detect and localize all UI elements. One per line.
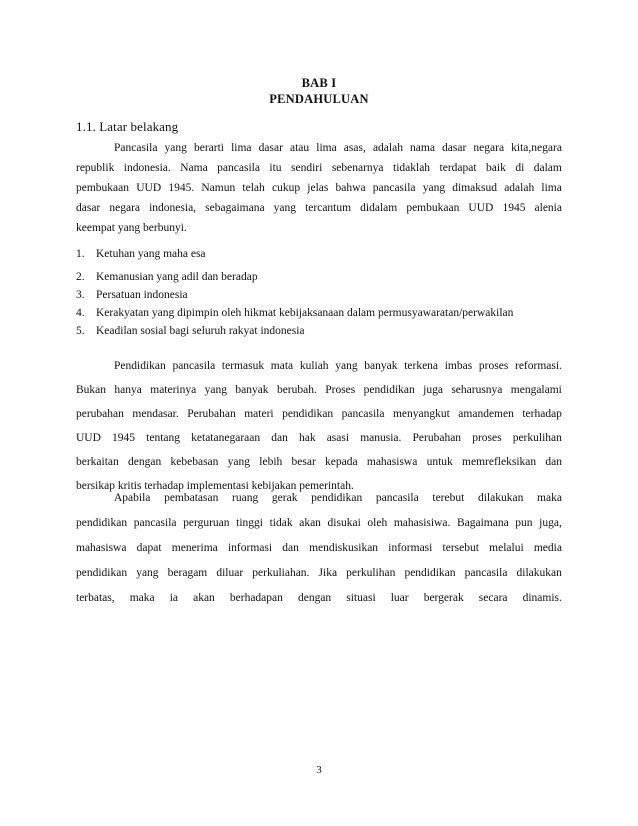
- word: dan: [545, 456, 562, 468]
- chapter-title: PENDAHULUAN: [269, 92, 369, 106]
- list-item: [76, 286, 562, 304]
- paragraph-line: [76, 563, 562, 583]
- word: telah: [242, 182, 265, 194]
- word: oleh: [367, 517, 388, 529]
- word: juga: [423, 384, 443, 396]
- word: kita,negara: [511, 142, 562, 154]
- pancasila-list: [76, 245, 562, 340]
- word: tercantum: [305, 202, 352, 214]
- list-text: Kerakyatan yang dipimpin oleh hikmat kebijaksanaan dalam permusyawaratan/perwakilan: [96, 307, 514, 319]
- word: asas,: [343, 142, 366, 154]
- word: yang: [227, 456, 251, 468]
- word: yang: [273, 202, 296, 214]
- word: itu: [269, 162, 282, 174]
- paragraph-line: keempat yang berbunyi.: [76, 222, 187, 234]
- word: pancasila: [133, 517, 177, 529]
- word: 1945: [112, 432, 136, 444]
- word: tersebut: [442, 542, 479, 554]
- word: ketatanegaraan: [191, 432, 261, 444]
- paragraph-line: [76, 198, 562, 218]
- word: pembatasan: [164, 492, 219, 504]
- paragraph-line: [76, 538, 562, 558]
- paragraph-line: [76, 588, 562, 608]
- word: ruang: [232, 492, 259, 504]
- paragraph-3: [76, 488, 562, 608]
- word: disukai: [327, 517, 361, 529]
- word: pancasila: [372, 182, 416, 194]
- word: dimaksud: [452, 182, 497, 194]
- word: informasi: [388, 542, 433, 554]
- word: negara: [109, 202, 141, 214]
- word: ia: [169, 592, 179, 604]
- word: lima: [316, 142, 337, 154]
- word: yang: [164, 142, 187, 154]
- word: berkaitan: [76, 456, 119, 468]
- word: atau: [290, 142, 310, 154]
- paragraph-line: [76, 452, 562, 472]
- word: pancasila: [341, 408, 385, 420]
- word: bahwa: [335, 182, 366, 194]
- word: pancasila: [375, 492, 419, 504]
- word: banyak: [364, 360, 398, 372]
- word: proses: [478, 360, 509, 372]
- word: termasuk: [221, 360, 265, 372]
- word: luar: [390, 592, 409, 604]
- word: mengalami: [510, 384, 562, 396]
- paragraph-1: [76, 138, 562, 238]
- word: juga,: [539, 517, 562, 529]
- word: mata: [270, 360, 294, 372]
- word: manusia.: [360, 432, 402, 444]
- word: nama: [410, 142, 435, 154]
- paragraph-2: [76, 356, 562, 496]
- list-item: [76, 322, 562, 340]
- word: adalah: [504, 182, 535, 194]
- word: pembukaan: [76, 182, 130, 194]
- word: lebih: [259, 456, 283, 468]
- page-number: 3: [316, 764, 322, 776]
- word: dalam: [533, 162, 562, 174]
- word: kepada: [325, 456, 358, 468]
- word: lima: [231, 142, 252, 154]
- word: perkulihan: [346, 567, 396, 579]
- word: pendidikan: [282, 408, 334, 420]
- word: yang: [422, 182, 446, 194]
- word: pendidikan: [363, 384, 415, 396]
- list-text: Persatuan indonesia: [96, 289, 188, 301]
- word: Bagaimana: [456, 517, 509, 529]
- word: Nama: [180, 162, 208, 174]
- word: pendidikan: [404, 567, 456, 579]
- word: banyak: [235, 384, 269, 396]
- word: seharusnya: [451, 384, 503, 396]
- word: terhadap: [522, 408, 562, 420]
- word: secara: [478, 592, 508, 604]
- word: mendiskusikan: [309, 542, 379, 554]
- word: kuliah: [299, 360, 329, 372]
- word: dasar: [76, 202, 101, 214]
- word: pembukaan: [406, 202, 460, 214]
- word: jelas: [307, 182, 329, 194]
- paragraph-line: [76, 513, 562, 533]
- word: pancasila: [172, 360, 216, 372]
- word: cukup: [271, 182, 301, 194]
- word: Perubahan: [187, 408, 236, 420]
- paragraph-line: [76, 158, 562, 178]
- list-number: 4.: [76, 307, 85, 319]
- word: 1945: [502, 202, 526, 214]
- list-number: 1.: [76, 248, 85, 260]
- chapter-number: BAB I: [301, 76, 337, 90]
- word: situasi: [346, 592, 376, 604]
- list-item: [76, 245, 562, 263]
- word: beragam: [167, 567, 208, 579]
- word: dilakukan: [477, 492, 524, 504]
- word: didalam: [360, 202, 398, 214]
- word: proses: [472, 432, 502, 444]
- word: memrefleksikan: [462, 456, 537, 468]
- word: hanya: [114, 384, 142, 396]
- word: menerima: [171, 542, 218, 554]
- word: pancasila: [217, 162, 260, 174]
- word: UUD: [136, 182, 162, 194]
- word: Bukan: [76, 384, 107, 396]
- word: mahasiswa: [76, 542, 127, 554]
- word: sebagaimana: [205, 202, 265, 214]
- word: maka: [537, 492, 562, 504]
- word: pendidikan: [311, 492, 363, 504]
- word: pendidikan: [76, 517, 128, 529]
- section-heading: 1.1. Latar belakang: [76, 119, 179, 134]
- word: indonesia,: [149, 202, 197, 214]
- word: diluar: [216, 567, 244, 579]
- word: materinya: [150, 384, 197, 396]
- word: dan: [282, 542, 299, 554]
- word: yang: [136, 567, 159, 579]
- paragraph-line: bersikap kritis terhadap implementasi kebijakan pemerintah.: [76, 480, 354, 492]
- word: perguruan: [183, 517, 230, 529]
- list-number: 2.: [76, 271, 85, 283]
- word: Namun: [201, 182, 236, 194]
- word: indonesia.: [123, 162, 171, 174]
- word: UUD: [76, 432, 101, 444]
- word: adalah: [372, 142, 403, 154]
- word: sebenarnya: [331, 162, 384, 174]
- word: dilakukan: [516, 567, 562, 579]
- paragraph-line: [76, 178, 562, 198]
- word: dapat: [136, 542, 162, 554]
- list-number: 5.: [76, 325, 85, 337]
- word: terdapat: [439, 162, 477, 174]
- word: pendidikan: [76, 567, 128, 579]
- word: Apabila: [114, 492, 151, 504]
- word: berarti: [193, 142, 224, 154]
- word: untuk: [426, 456, 453, 468]
- word: tentang: [146, 432, 181, 444]
- word: imbas: [444, 360, 473, 372]
- word: yang: [335, 360, 358, 372]
- word: pun: [515, 517, 533, 529]
- word: republik: [76, 162, 115, 174]
- word: maka: [129, 592, 155, 604]
- paragraph-line: [76, 488, 562, 508]
- word: lima: [541, 182, 562, 194]
- word: mahasisiwa.: [393, 517, 451, 529]
- paragraph-line: [76, 428, 562, 448]
- list-item: [76, 268, 562, 286]
- paragraph-line: [76, 356, 562, 376]
- word: Pancasila: [114, 142, 158, 154]
- word: hak: [298, 432, 316, 444]
- word: dasar: [258, 142, 283, 154]
- paragraph-line: [76, 380, 562, 400]
- word: baik: [486, 162, 506, 174]
- word: UUD: [468, 202, 494, 214]
- word: sendiri: [291, 162, 323, 174]
- word: asasi: [326, 432, 350, 444]
- word: bergerak: [423, 592, 464, 604]
- word: menyangkut: [392, 408, 450, 420]
- word: pancasila: [464, 567, 508, 579]
- word: tinggi: [236, 517, 263, 529]
- word: akan: [299, 517, 321, 529]
- word: amandemen: [458, 408, 514, 420]
- word: dengan: [128, 456, 162, 468]
- word: Proses: [325, 384, 356, 396]
- word: mendasar.: [132, 408, 179, 420]
- word: kebebasan: [170, 456, 219, 468]
- word: gerak: [271, 492, 298, 504]
- word: 1945.: [168, 182, 195, 194]
- word: mahasiswa: [366, 456, 418, 468]
- word: perkulihan: [512, 432, 562, 444]
- word: media: [533, 542, 562, 554]
- word: perkuliahan.: [252, 567, 310, 579]
- list-text: Ketuhan yang maha esa: [96, 248, 206, 260]
- word: terebut: [432, 492, 465, 504]
- word: dan: [271, 432, 288, 444]
- word: terkena: [404, 360, 439, 372]
- word: dasar: [442, 142, 467, 154]
- word: perubahan: [76, 408, 124, 420]
- paragraph-line: [76, 138, 562, 158]
- word: alenia: [534, 202, 562, 214]
- word: negara: [473, 142, 505, 154]
- word: yang: [204, 384, 227, 396]
- word: Perubahan: [412, 432, 462, 444]
- word: dengan: [297, 592, 332, 604]
- word: materi: [244, 408, 274, 420]
- word: di: [515, 162, 525, 174]
- word: dinamis.: [522, 592, 562, 604]
- word: terbatas,: [76, 592, 115, 604]
- word: berhadapan: [229, 592, 283, 604]
- list-item: [76, 304, 562, 322]
- paragraph-line: [76, 404, 562, 424]
- word: informasi: [227, 542, 273, 554]
- word: tidaklah: [393, 162, 431, 174]
- list-text: Kemanusian yang adil dan beradap: [96, 271, 258, 283]
- list-text: Keadilan sosial bagi seluruh rakyat indonesia: [96, 325, 305, 337]
- word: akan: [193, 592, 215, 604]
- word: melalui: [489, 542, 524, 554]
- word: besar: [291, 456, 316, 468]
- word: Jika: [318, 567, 338, 579]
- word: berubah.: [276, 384, 317, 396]
- list-number: 3.: [76, 289, 85, 301]
- word: reformasi.: [514, 360, 562, 372]
- word: Pendidikan: [114, 360, 166, 372]
- word: tidak: [269, 517, 293, 529]
